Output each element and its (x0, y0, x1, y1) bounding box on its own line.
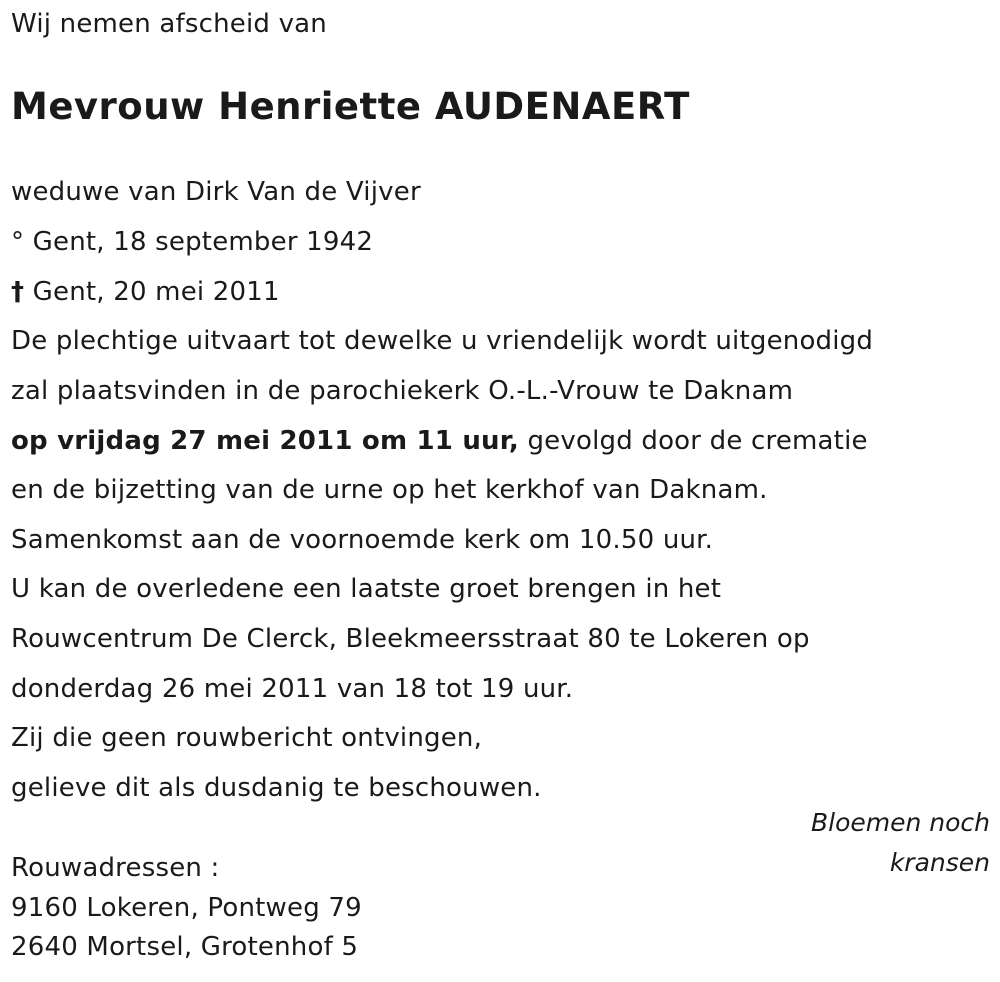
body-line-2: zal plaatsvinden in de parochiekerk O.-L.-Vrouw te Daknam (11, 376, 794, 406)
body-line-10: gelieve dit als dusdanig te beschouwen. (11, 773, 542, 803)
address-2: 2640 Mortsel, Grotenhof 5 (11, 932, 359, 962)
flowers-note-line-2: kransen (889, 848, 990, 877)
address-1: 9160 Lokeren, Pontweg 79 (11, 893, 362, 923)
body-line-3 (11, 425, 868, 457)
body-line-6: U kan de overledene een laatste groet brengen in het (11, 574, 722, 604)
body-line-3-rest: gevolgd door de crematie (519, 426, 868, 456)
addresses-label: Rouwadressen : (11, 853, 220, 883)
birth-line: ° Gent, 18 september 1942 (11, 227, 374, 257)
spouse-line: weduwe van Dirk Van de Vijver (11, 177, 421, 207)
death-text: Gent, 20 mei 2011 (24, 277, 280, 307)
body-line-8: donderdag 26 mei 2011 van 18 tot 19 uur. (11, 674, 574, 704)
body-line-7: Rouwcentrum De Clerck, Bleekmeersstraat 80 te Lokeren op (11, 624, 810, 654)
deceased-name: Mevrouw Henriette AUDENAERT (11, 85, 690, 128)
body-line-4: en de bijzetting van de urne op het kerkhof van Daknam. (11, 475, 768, 505)
body-line-5: Samenkomst aan de voornoemde kerk om 10.50 uur. (11, 525, 714, 555)
body-line-9: Zij die geen rouwbericht ontvingen, (11, 723, 483, 753)
funeral-date-bold: op vrijdag 27 mei 2011 om 11 uur, (11, 426, 520, 456)
flowers-note-line-1: Bloemen noch (810, 808, 990, 837)
flowers-note (811, 803, 990, 883)
death-line (11, 276, 280, 308)
cross-icon: † (11, 277, 25, 307)
intro-text: Wij nemen afscheid van (11, 9, 327, 39)
body-line-1: De plechtige uitvaart tot dewelke u vriendelijk wordt uitgenodigd (11, 326, 874, 356)
